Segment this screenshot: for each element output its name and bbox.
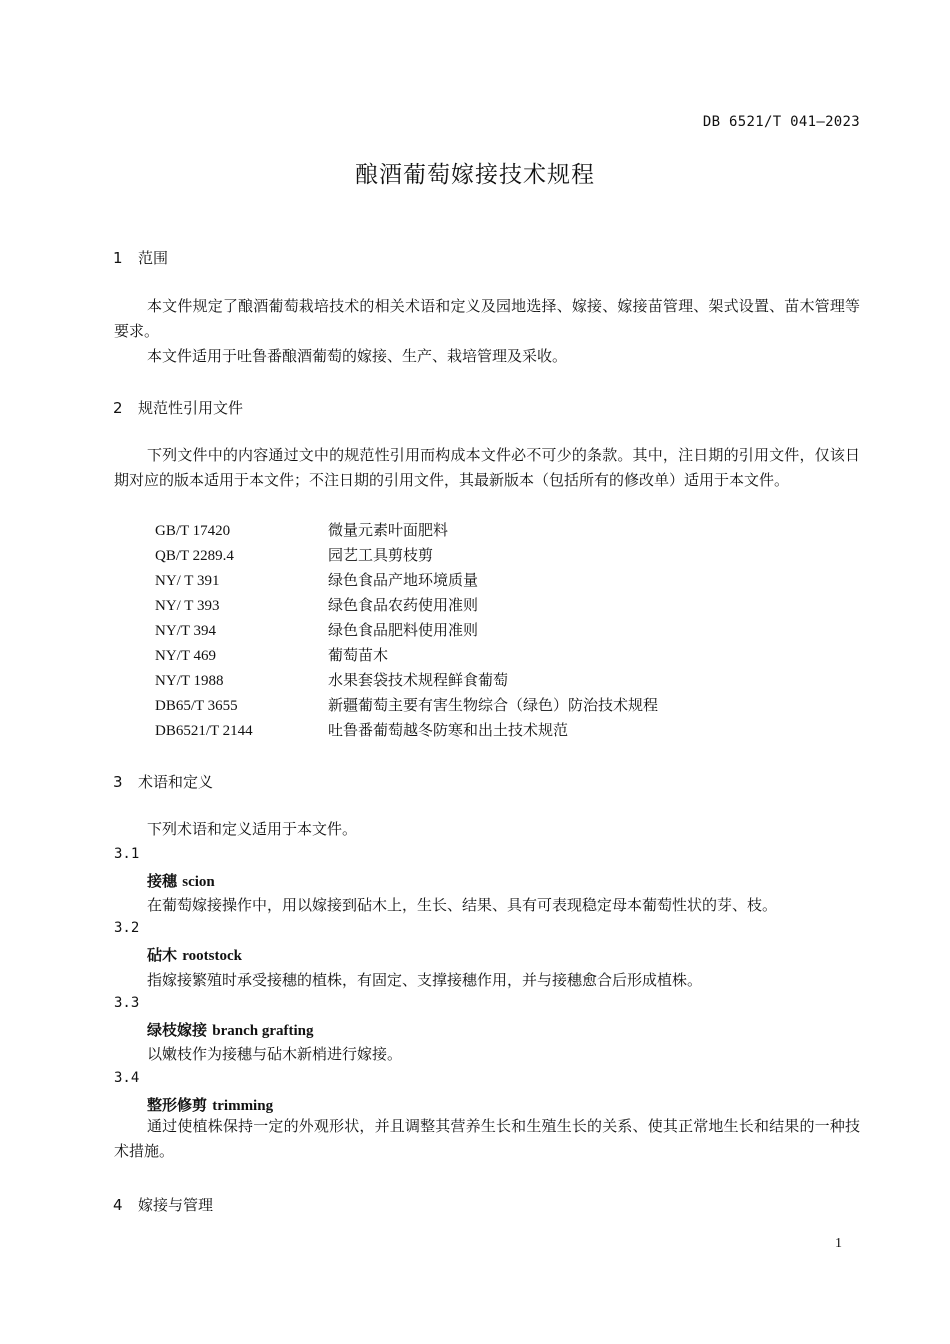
reference-code: DB65/T 3655 bbox=[155, 698, 238, 714]
section-title: 嫁接与管理 bbox=[138, 1196, 214, 1214]
reference-list bbox=[155, 518, 658, 743]
reference-code: GB/T 17420 bbox=[155, 523, 231, 539]
term-definition: 指嫁接繁殖时承受接穗的植株，有固定、支撑接穗作用，并与接穗愈合后形成植株。 bbox=[147, 971, 703, 989]
reference-item bbox=[155, 593, 658, 618]
section-heading-normative bbox=[113, 397, 243, 418]
term-number: 3.1 bbox=[114, 846, 140, 862]
reference-code: NY/ T 391 bbox=[155, 573, 220, 589]
reference-name: 水果套袋技术规程鲜食葡萄 bbox=[328, 671, 509, 689]
section-title: 术语和定义 bbox=[138, 773, 214, 791]
standard-code: DB 6521/T 041—2023 bbox=[702, 114, 860, 130]
reference-code: QB/T 2289.4 bbox=[155, 548, 234, 564]
reference-name: 葡萄苗木 bbox=[328, 646, 389, 664]
reference-item bbox=[155, 693, 658, 718]
section-title: 范围 bbox=[138, 249, 169, 267]
reference-name: 绿色食品产地环境质量 bbox=[328, 571, 479, 589]
term-zh: 绿枝嫁接 bbox=[147, 1021, 208, 1039]
reference-code: NY/T 469 bbox=[155, 648, 216, 664]
term-heading bbox=[147, 870, 215, 891]
term-heading bbox=[147, 944, 242, 965]
section-number: 4 bbox=[113, 1196, 123, 1214]
reference-code: NY/ T 393 bbox=[155, 598, 220, 614]
term-heading bbox=[147, 1019, 314, 1040]
scope-paragraph-2: 本文件适用于吐鲁番酿酒葡萄的嫁接、生产、栽培管理及采收。 bbox=[147, 347, 568, 365]
reference-item bbox=[155, 568, 658, 593]
section-heading-scope bbox=[113, 247, 168, 268]
reference-item bbox=[155, 618, 658, 643]
term-heading bbox=[147, 1094, 273, 1115]
reference-item bbox=[155, 543, 658, 568]
reference-name: 园艺工具剪枝剪 bbox=[328, 546, 434, 564]
section-number: 2 bbox=[113, 399, 123, 417]
normative-intro: 下列文件中的内容通过文中的规范性引用而构成本文件必不可少的条款。其中，注日期的引用文件，仅该日期对应的版本适用于本文件；不注日期的引用文件，其最新版本（包括所有的修改单）适用于本文件。 bbox=[114, 446, 860, 489]
reference-item bbox=[155, 718, 658, 743]
section-heading-grafting bbox=[113, 1194, 213, 1215]
document-title: 酿酒葡萄嫁接技术规程 bbox=[355, 162, 595, 188]
term-number: 3.3 bbox=[114, 995, 140, 1011]
term-zh: 砧木 bbox=[147, 946, 178, 964]
reference-code: NY/T 1988 bbox=[155, 673, 224, 689]
reference-code: DB6521/T 2144 bbox=[155, 723, 253, 739]
term-zh: 整形修剪 bbox=[147, 1096, 208, 1114]
section-number: 3 bbox=[113, 773, 123, 791]
reference-code: NY/T 394 bbox=[155, 623, 216, 639]
reference-name: 绿色食品肥料使用准则 bbox=[328, 621, 479, 639]
reference-name: 绿色食品农药使用准则 bbox=[328, 596, 479, 614]
page-number: 1 bbox=[835, 1236, 842, 1251]
term-en: scion bbox=[182, 874, 215, 890]
reference-name: 新疆葡萄主要有害生物综合（绿色）防治技术规程 bbox=[328, 696, 659, 714]
scope-paragraph-1: 本文件规定了酿酒葡萄栽培技术的相关术语和定义及园地选择、嫁接、嫁接苗管理、架式设置、苗木管理等要求。 bbox=[114, 297, 860, 340]
reference-name: 微量元素叶面肥料 bbox=[328, 521, 449, 539]
reference-item bbox=[155, 643, 658, 668]
term-definition: 在葡萄嫁接操作中，用以嫁接到砧木上，生长、结果、具有可表现稳定母本葡萄性状的芽、枝。 bbox=[147, 896, 778, 914]
term-number: 3.2 bbox=[114, 920, 140, 936]
term-definition: 以嫩枝作为接穗与砧木新梢进行嫁接。 bbox=[147, 1045, 403, 1063]
section-number: 1 bbox=[113, 249, 123, 267]
reference-item bbox=[155, 518, 658, 543]
section-heading-terms bbox=[113, 771, 213, 792]
term-en: rootstock bbox=[182, 948, 242, 964]
term-en: branch grafting bbox=[212, 1023, 314, 1039]
terms-intro: 下列术语和定义适用于本文件。 bbox=[147, 820, 358, 838]
reference-item bbox=[155, 668, 658, 693]
term-en: trimming bbox=[212, 1098, 274, 1114]
term-number: 3.4 bbox=[114, 1070, 140, 1086]
reference-name: 吐鲁番葡萄越冬防寒和出土技术规范 bbox=[328, 721, 569, 739]
term-definition: 通过使植株保持一定的外观形状，并且调整其营养生长和生殖生长的关系、使其正常地生长和结果的一种技术措施。 bbox=[114, 1117, 860, 1160]
term-zh: 接穗 bbox=[147, 872, 178, 890]
section-title: 规范性引用文件 bbox=[138, 399, 244, 417]
